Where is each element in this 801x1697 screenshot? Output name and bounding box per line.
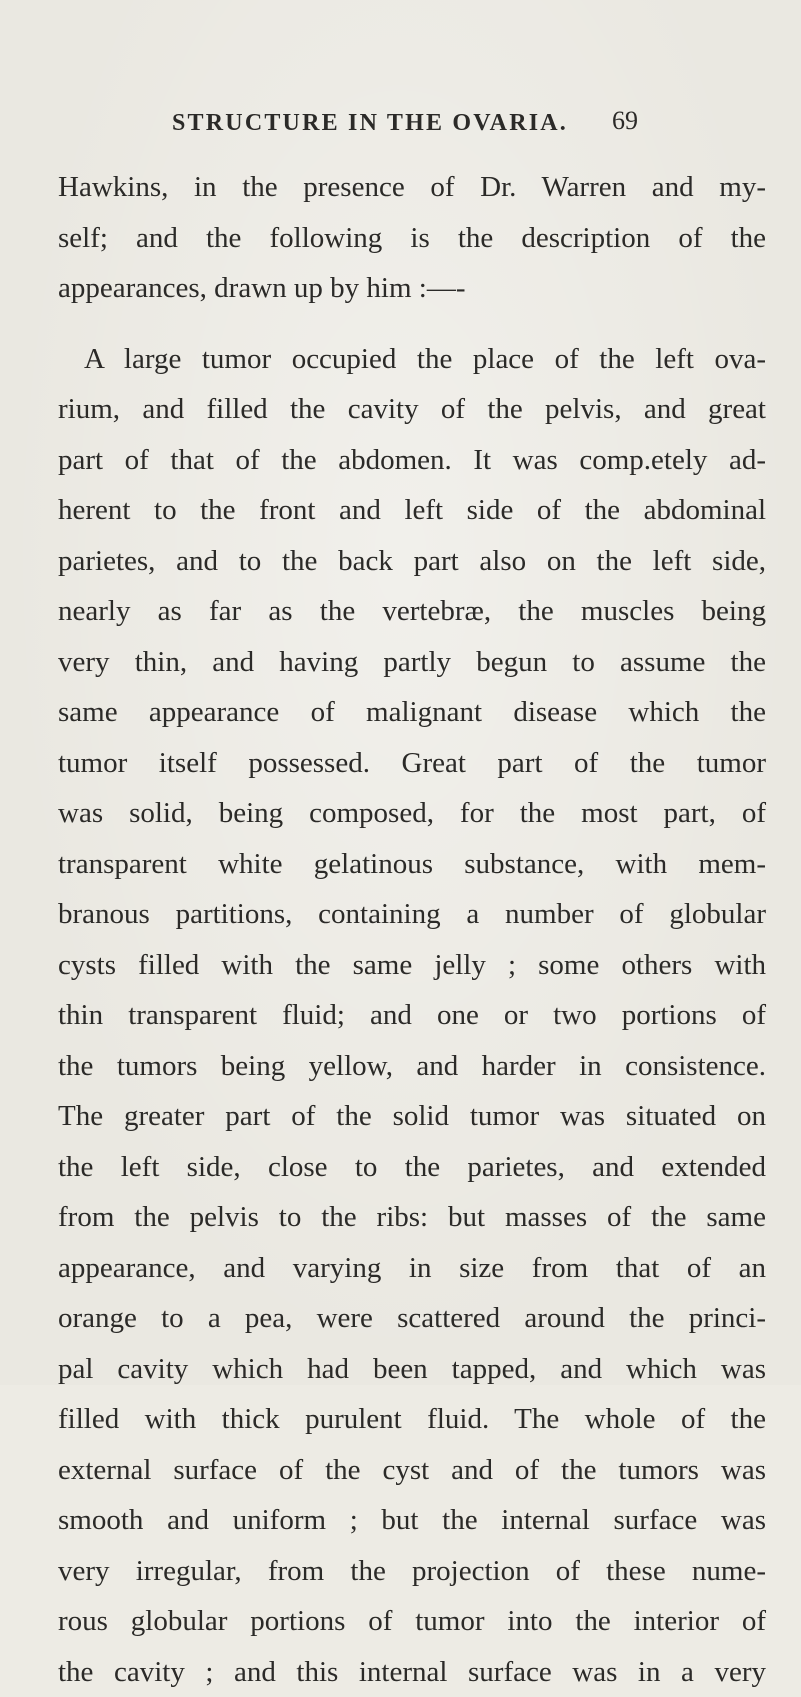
text-line: the left side, close to the parietes, and extended bbox=[58, 1142, 766, 1193]
text-line: rium, and filled the cavity of the pelvis, and great bbox=[58, 384, 766, 435]
text-line: self; and the following is the description of the bbox=[58, 213, 766, 264]
text-line: branous partitions, containing a number of globular bbox=[58, 889, 766, 940]
paragraph-2 bbox=[58, 334, 766, 1697]
text-line: very irregular, from the projection of these nume- bbox=[58, 1546, 766, 1597]
page-number: 69 bbox=[612, 106, 638, 136]
text-line: part of that of the abdomen. It was comp.etely ad- bbox=[58, 435, 766, 486]
text-line: was solid, being composed, for the most part, of bbox=[58, 788, 766, 839]
text-line: The greater part of the solid tumor was situated on bbox=[58, 1091, 766, 1142]
body-text bbox=[58, 162, 766, 1697]
text-line: nearly as far as the vertebræ, the muscles being bbox=[58, 586, 766, 637]
text-line: parietes, and to the back part also on the left side, bbox=[58, 536, 766, 587]
text-line: filled with thick purulent fluid. The whole of the bbox=[58, 1394, 766, 1445]
text-line: thin transparent fluid; and one or two portions of bbox=[58, 990, 766, 1041]
text-line: Hawkins, in the presence of Dr. Warren and my- bbox=[58, 162, 766, 213]
text-line: cysts filled with the same jelly ; some others with bbox=[58, 940, 766, 991]
running-head: STRUCTURE IN THE OVARIA. bbox=[172, 110, 568, 137]
paragraph-1 bbox=[58, 162, 766, 314]
text-line: appearances, drawn up by him :—- bbox=[58, 263, 766, 314]
text-line: very thin, and having partly begun to assume the bbox=[58, 637, 766, 688]
text-line: A large tumor occupied the place of the left ova- bbox=[58, 334, 766, 385]
text-line: tumor itself possessed. Great part of the tumor bbox=[58, 738, 766, 789]
text-line: smooth and uniform ; but the internal surface was bbox=[58, 1495, 766, 1546]
text-line: from the pelvis to the ribs: but masses of the same bbox=[58, 1192, 766, 1243]
text-line: transparent white gelatinous substance, with mem- bbox=[58, 839, 766, 890]
text-line: rous globular portions of tumor into the interior of bbox=[58, 1596, 766, 1647]
text-line: pal cavity which had been tapped, and which was bbox=[58, 1344, 766, 1395]
text-line: same appearance of malignant disease which the bbox=[58, 687, 766, 738]
text-line: the cavity ; and this internal surface was in a very bbox=[58, 1647, 766, 1697]
text-line: orange to a pea, were scattered around the princi- bbox=[58, 1293, 766, 1344]
text-line: appearance, and varying in size from that of an bbox=[58, 1243, 766, 1294]
text-line: herent to the front and left side of the abdominal bbox=[58, 485, 766, 536]
text-line: the tumors being yellow, and harder in consistence. bbox=[58, 1041, 766, 1092]
text-line: external surface of the cyst and of the tumors was bbox=[58, 1445, 766, 1496]
